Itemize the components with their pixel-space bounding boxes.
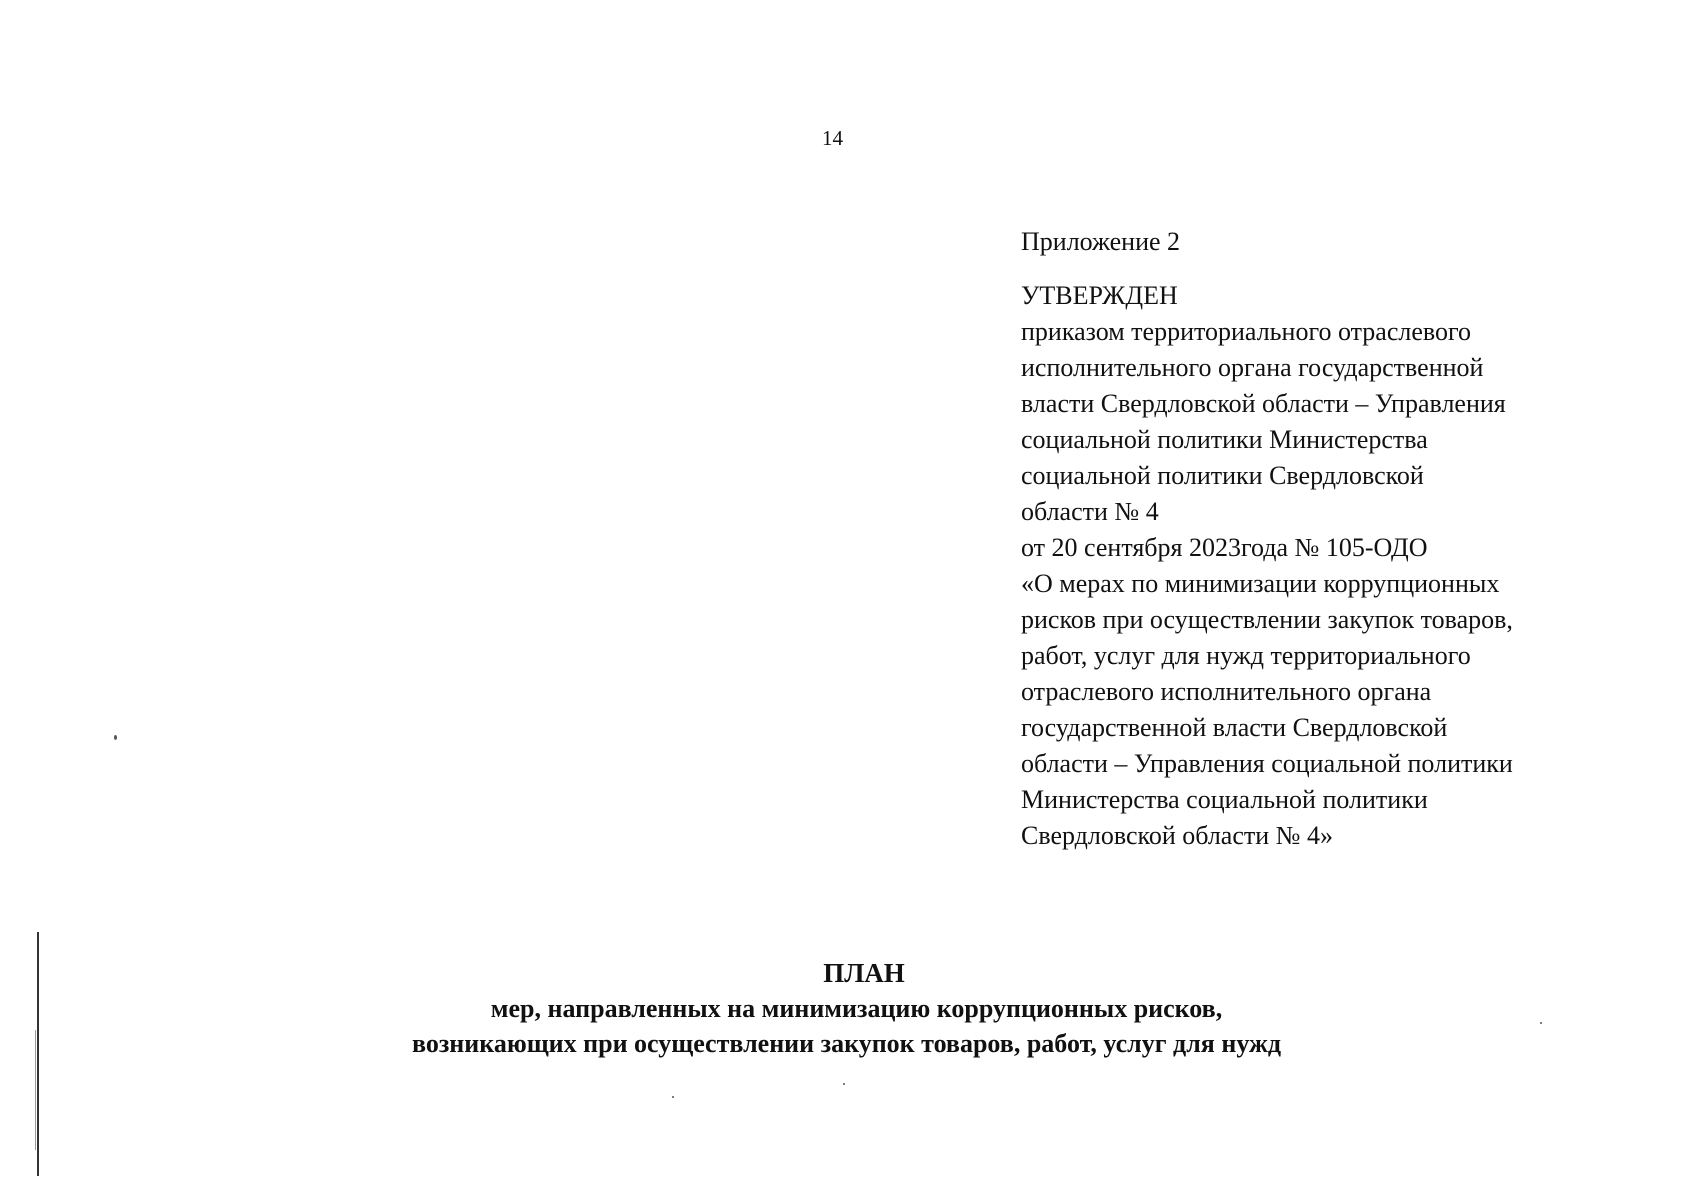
plan-subtitle-line-2: возникающих при осуществлении закупок товаров, работ, услуг для нужд xyxy=(411,1029,1282,1058)
scan-speck xyxy=(843,1083,845,1085)
order-line: области № 4 xyxy=(1021,497,1159,526)
scan-edge-line-faint xyxy=(35,1030,36,1150)
appendix-label: Приложение 2 xyxy=(1021,227,1181,256)
order-line: Свердловской области № 4» xyxy=(1021,821,1333,850)
plan-heading: ПЛАН xyxy=(823,958,905,988)
order-line: «О мерах по минимизации коррупционных xyxy=(1021,569,1500,598)
scan-speck xyxy=(1540,1022,1542,1024)
order-line: работ, услуг для нужд территориального xyxy=(1021,641,1471,670)
order-line: социальной политики Министерства xyxy=(1021,425,1428,454)
plan-subtitle-line-1: мер, направленных на минимизацию коррупционных рисков, xyxy=(490,994,1223,1023)
scan-edge-line xyxy=(37,932,39,1176)
plan-title-block xyxy=(0,955,1703,1061)
order-line: рисков при осуществлении закупок товаров, xyxy=(1021,605,1513,634)
page-number: 14 xyxy=(822,126,843,150)
order-line: приказом территориального отраслевого xyxy=(1021,317,1472,346)
order-line: власти Свердловской области – Управления xyxy=(1021,389,1506,418)
order-line: области – Управления социальной политики xyxy=(1021,749,1513,778)
scan-speck xyxy=(672,1096,674,1098)
scan-speck xyxy=(114,735,117,740)
order-line: государственной власти Свердловской xyxy=(1021,713,1448,742)
order-line: исполнительного органа государственной xyxy=(1021,353,1484,382)
order-line: от 20 сентября 2023года № 105-ОДО xyxy=(1021,533,1428,562)
approved-label: УТВЕРЖДЕН xyxy=(1021,281,1178,310)
order-line: отраслевого исполнительного органа xyxy=(1021,677,1432,706)
order-line: социальной политики Свердловской xyxy=(1021,461,1424,490)
approval-block xyxy=(1021,224,1621,854)
order-line: Министерства социальной политики xyxy=(1021,785,1428,814)
